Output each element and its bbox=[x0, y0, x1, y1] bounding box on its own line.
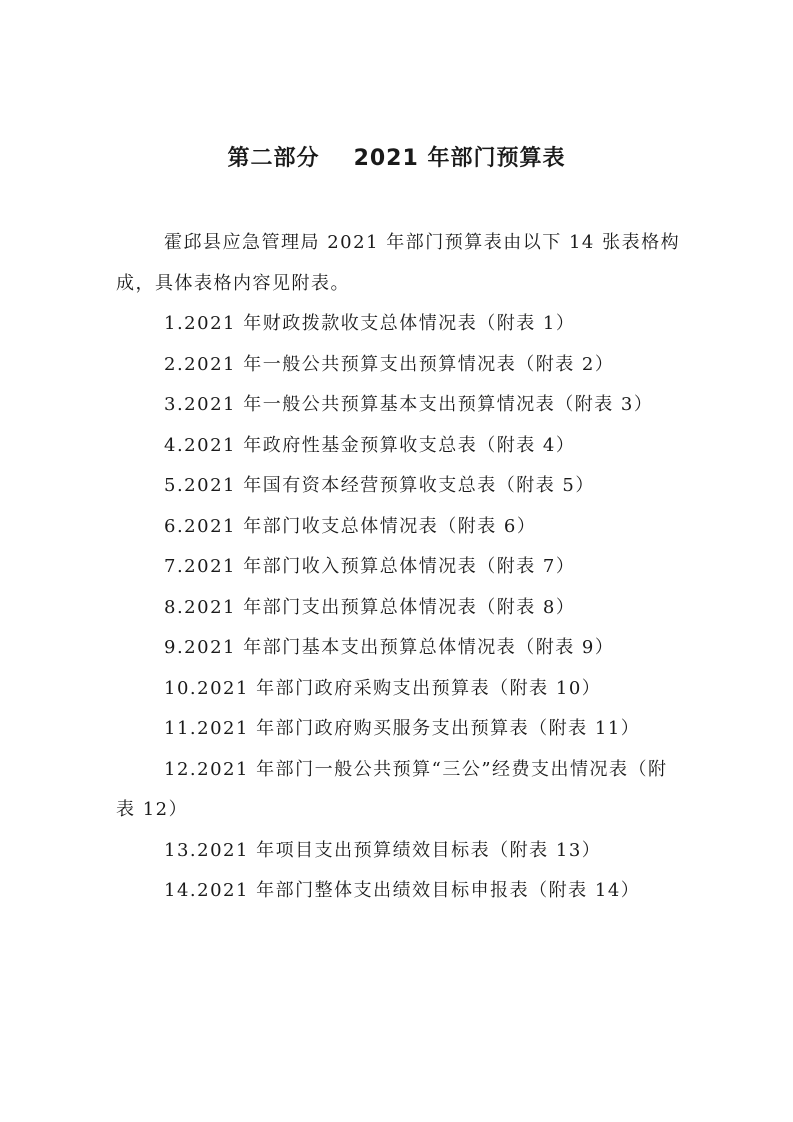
list-item: 3.2021 年一般公共预算基本支出预算情况表（附表 3） bbox=[164, 394, 654, 415]
list-item: 10.2021 年部门政府采购支出预算表（附表 10） bbox=[164, 677, 602, 699]
intro-paragraph: 霍邱县应急管理局 2021 年部门预算表由以下 14 张表格构成，具体表格内容见附表。 bbox=[116, 232, 681, 294]
list-item: 8.2021 年部门支出预算总体情况表（附表 8） bbox=[164, 596, 576, 618]
list-item: 9.2021 年部门基本支出预算总体情况表（附表 9） bbox=[164, 637, 615, 658]
list-item: 12.2021 年部门一般公共预算“三公”经费支出情况表（附表 12） bbox=[116, 758, 668, 820]
page-title bbox=[0, 142, 793, 176]
list-item: 7.2021 年部门收入预算总体情况表（附表 7） bbox=[164, 556, 576, 577]
title-part-label: 第二部分 bbox=[227, 146, 320, 171]
list-item: 5.2021 年国有资本经营预算收支总表（附表 5） bbox=[164, 475, 595, 496]
list-item: 1.2021 年财政拨款收支总体情况表（附表 1） bbox=[164, 313, 576, 334]
list-item: 14.2021 年部门整体支出绩效目标申报表（附表 14） bbox=[164, 880, 641, 901]
list-item: 6.2021 年部门收支总体情况表（附表 6） bbox=[164, 515, 537, 537]
list-item: 13.2021 年项目支出预算绩效目标表（附表 13） bbox=[164, 839, 602, 861]
list-item: 11.2021 年部门政府购买服务支出预算表（附表 11） bbox=[164, 718, 641, 739]
table-list bbox=[116, 304, 682, 912]
title-main-label: 2021 年部门预算表 bbox=[353, 146, 566, 171]
list-item: 2.2021 年一般公共预算支出预算情况表（附表 2） bbox=[164, 353, 615, 375]
list-item: 4.2021 年政府性基金预算收支总表（附表 4） bbox=[164, 434, 576, 456]
